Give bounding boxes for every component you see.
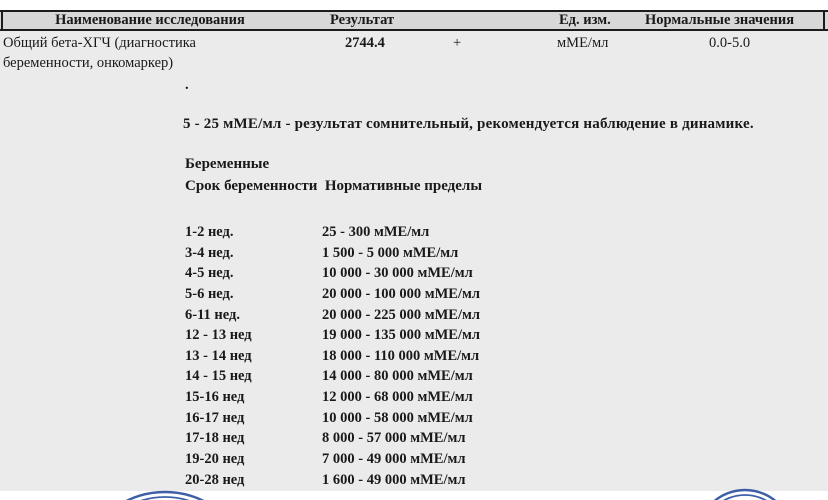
- study-name-line1: Общий бета-ХГЧ (диагностика: [3, 35, 196, 51]
- weeks-row: [185, 222, 605, 243]
- column-header-study-name: Наименование исследования: [55, 12, 245, 28]
- week-term: 20-28 нед: [185, 471, 245, 488]
- week-range: 20 000 - 225 000 мМЕ/мл: [322, 306, 480, 323]
- week-term: 16-17 нед: [185, 409, 245, 426]
- result-unit: мМЕ/мл: [557, 35, 609, 51]
- weeks-table-column-titles: Срок беременности Нормативные пределы: [185, 178, 483, 194]
- weeks-row: [185, 428, 605, 449]
- weeks-row: [185, 305, 605, 326]
- week-term: 14 - 15 нед: [185, 368, 252, 385]
- pregnancy-weeks-reference-table: [185, 222, 605, 490]
- week-term: 3-4 нед.: [185, 244, 234, 261]
- week-term: 15-16 нед: [185, 389, 245, 406]
- weeks-row: [185, 449, 605, 470]
- week-term: 4-5 нед.: [185, 265, 234, 282]
- week-range: 14 000 - 80 000 мМЕ/мл: [322, 368, 473, 385]
- week-range: 1 600 - 49 000 мМЕ/мл: [322, 471, 466, 488]
- week-range: 25 - 300 мМЕ/мл: [322, 224, 430, 240]
- week-range: 8 000 - 57 000 мМЕ/мл: [322, 430, 466, 447]
- week-range: 7 000 - 49 000 мМЕ/мл: [322, 451, 466, 468]
- week-range: 20 000 - 100 000 мМЕ/мл: [322, 285, 480, 302]
- week-term: 17-18 нед: [185, 430, 245, 447]
- week-range: 19 000 - 135 000 мМЕ/мл: [322, 327, 480, 344]
- weeks-row: [185, 284, 605, 305]
- doubtful-result-note: 5 - 25 мМЕ/мл - результат сомнительный, рекомендуется наблюдение в динамике.: [183, 116, 754, 132]
- week-range: 10 000 - 30 000 мМЕ/мл: [322, 265, 473, 282]
- column-header-result: Результат: [330, 12, 395, 28]
- week-term: 6-11 нед.: [185, 306, 240, 323]
- week-term: 19-20 нед: [185, 451, 245, 468]
- weeks-row: [185, 243, 605, 264]
- normal-range-value: 0.0-5.0: [709, 35, 751, 51]
- weeks-row: [185, 408, 605, 429]
- column-header-normal-values: Нормальные значения: [645, 12, 795, 28]
- week-range: 1 500 - 5 000 мМЕ/мл: [322, 244, 459, 261]
- column-header-unit: Ед. изм.: [559, 12, 611, 28]
- week-term: 1-2 нед.: [185, 224, 234, 240]
- pregnant-section-title: Беременные: [185, 156, 270, 172]
- weeks-row: [185, 387, 605, 408]
- result-value: 2744.4: [345, 35, 385, 51]
- weeks-row: [185, 263, 605, 284]
- week-range: 18 000 - 110 000 мМЕ/мл: [322, 347, 480, 364]
- week-term: 13 - 14 нед: [185, 347, 252, 364]
- study-name-line2: беременности, онкомаркер): [3, 55, 174, 71]
- week-term: 5-6 нед.: [185, 285, 234, 302]
- weeks-row: [185, 366, 605, 387]
- week-range: 12 000 - 68 000 мМЕ/мл: [322, 389, 473, 406]
- week-term: 12 - 13 нед: [185, 327, 252, 344]
- weeks-row: [185, 325, 605, 346]
- stray-period-mark: .: [185, 77, 189, 93]
- weeks-row: [185, 470, 605, 491]
- week-range: 10 000 - 58 000 мМЕ/мл: [322, 409, 473, 426]
- result-abnormal-flag: +: [453, 35, 462, 51]
- weeks-row: [185, 346, 605, 367]
- results-table-header-row: [0, 10, 828, 31]
